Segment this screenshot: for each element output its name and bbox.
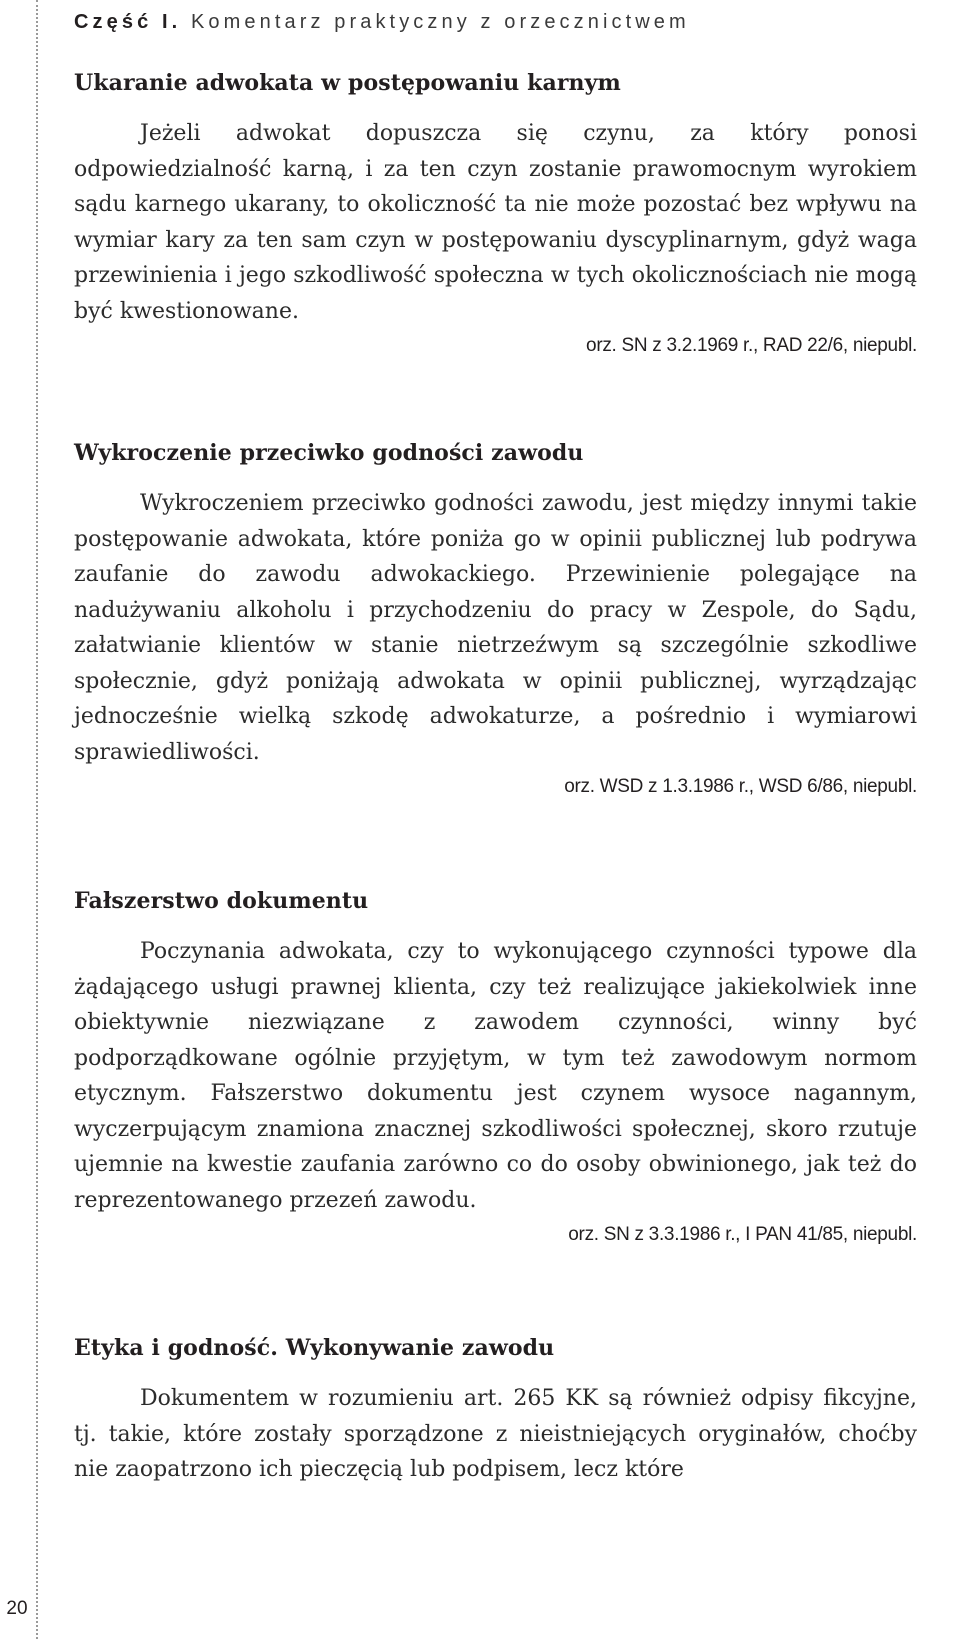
section-ukaranie	[74, 68, 917, 359]
case-reference: orz. SN z 3.3.1986 r., I PAN 41/85, niepubl.	[568, 1224, 917, 1245]
running-header	[74, 8, 917, 36]
margin-dotted-rule	[36, 0, 38, 1639]
section-body: Dokumentem w rozumieniu art. 265 KK są również odpisy fikcyjne, tj. takie, które zostały sporządzone z nieistniejących oryginałów, choćby nie zaopatrzono ich pieczęcią lub podpisem, lecz które	[74, 1386, 917, 1482]
section-etyka	[74, 1333, 917, 1488]
section-title: Ukaranie adwokata w postępowaniu karnym	[74, 70, 621, 96]
section-body: Poczynania adwokata, czy to wykonującego czynności typowe dla żądającego usługi prawnej klienta, czy też realizujące jakiekolwiek inne obiektywnie niezwiązane z zawodem czynności, winny być podporządkowane ogólnie przyjętym, w tym też zawodowym normom etycznym. Fałszerstwo dokumentu jest czynem wysoce nagannym, wyczerpującym znamiona znacznej szkodliwości społecznej, skoro rzutuje ujemnie na kwestie zaufania zarówno co do osoby obwinionego, jak też do reprezentowanego przezeń zawodu.	[74, 939, 917, 1213]
section-body: Wykroczeniem przeciwko godności zawodu, jest między innymi takie postępowanie adwokata, które poniża go w opinii publicznej lub podrywa zaufanie do zawodu adwokackiego. Przewinienie polegające na nadużywaniu alkoholu i przychodzeniu do pracy w Zespole, do Sądu, załatwianie klientów w stanie nietrzeźwym są szczególnie szkodliwe społecznie, gdyż poniżają adwokata w opinii publicznej, wyrządzając jednocześnie wielką szkodę adwokaturze, a pośrednio i wymiarowi sprawiedliwości.	[74, 491, 917, 765]
section-title: Etyka i godność. Wykonywanie zawodu	[74, 1335, 555, 1361]
page-content	[74, 8, 917, 1482]
section-falszerstwo	[74, 886, 917, 1248]
page-number: 20	[6, 1598, 28, 1619]
running-header-subtitle: Komentarz praktyczny z orzecznictwem	[190, 11, 690, 33]
section-wykroczenie	[74, 438, 917, 800]
running-header-part: Część I.	[74, 11, 182, 33]
section-title: Fałszerstwo dokumentu	[74, 888, 369, 914]
section-body: Jeżeli adwokat dopuszcza się czynu, za który ponosi odpowiedzialność karną, i za ten czyn zostanie prawomocnym wyrokiem sądu karnego ukarany, to okoliczność ta nie może pozostać bez wpływu na wymiar kary za ten sam czyn w postępowaniu dyscyplinarnym, gdyż waga przewinienia i jego szkodliwość społeczna w tych okolicznościach nie mogą być kwestionowane.	[74, 121, 917, 324]
section-title: Wykroczenie przeciwko godności zawodu	[74, 440, 584, 466]
case-reference: orz. WSD z 1.3.1986 r., WSD 6/86, niepubl.	[564, 776, 917, 797]
case-reference: orz. SN z 3.2.1969 r., RAD 22/6, niepubl.	[586, 335, 917, 356]
